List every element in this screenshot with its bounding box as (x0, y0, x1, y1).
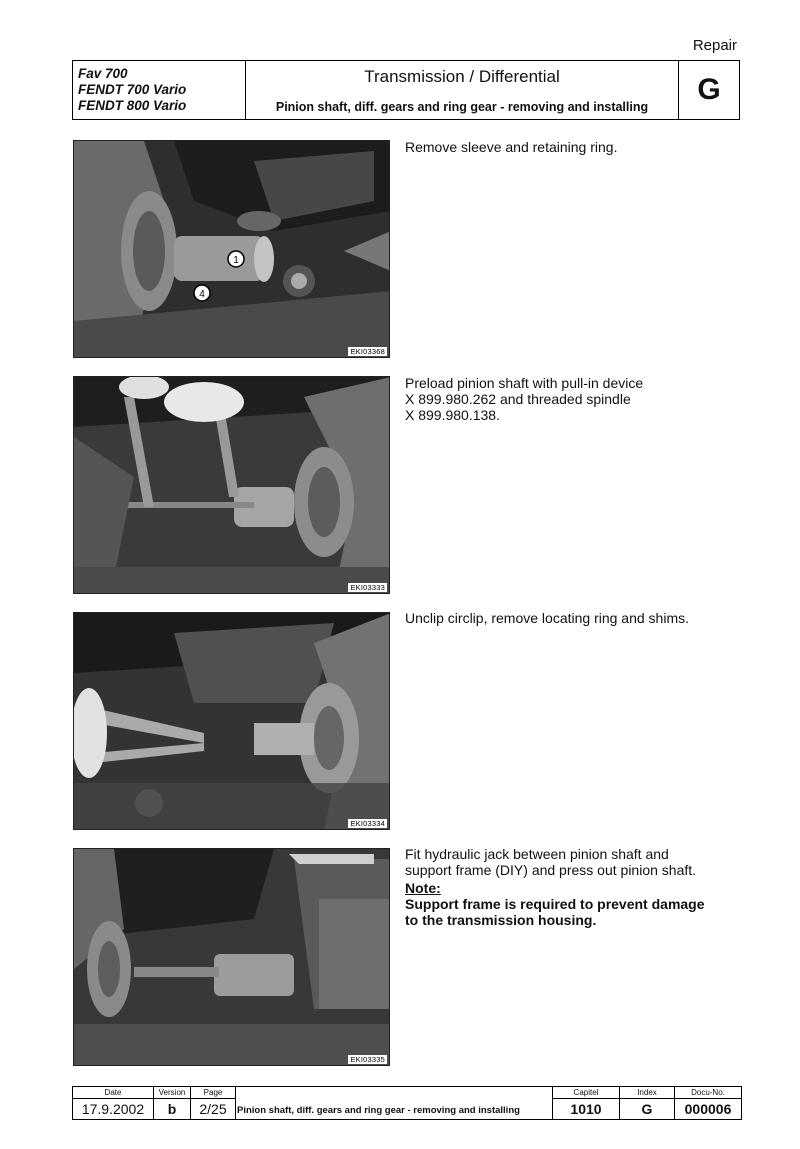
page-header (72, 60, 740, 120)
photo-illustration (74, 377, 390, 594)
docu-label: Docu-No. (675, 1087, 742, 1099)
version-value: b (154, 1099, 191, 1120)
image-code: EKI03368 (350, 347, 385, 356)
model-name: Fav 700 (78, 66, 128, 81)
step-photo-2 (73, 376, 390, 594)
docu-value: 000006 (675, 1099, 742, 1120)
image-code: EKI03334 (350, 819, 385, 828)
step-line: X 899.980.138. (405, 407, 500, 423)
step-photo-3 (73, 612, 390, 830)
index-value: G (620, 1099, 675, 1120)
step-text-3 (405, 610, 745, 626)
model-name: FENDT 800 Vario (78, 98, 187, 113)
date-label: Date (73, 1087, 154, 1099)
note-label: Note: (405, 880, 441, 896)
step-line: Preload pinion shaft with pull-in device (405, 375, 644, 391)
index-label: Index (620, 1087, 675, 1099)
step-line: support frame (DIY) and press out pinion shaft. (405, 862, 697, 878)
page-subtitle: Pinion shaft, diff. gears and ring gear - removing and installing (275, 100, 649, 114)
photo-illustration (74, 613, 390, 830)
step-line: Unclip circlip, remove locating ring and shims. (405, 610, 689, 626)
step-line: X 899.980.262 and threaded spindle (405, 391, 631, 407)
callout-label: 1 (233, 255, 239, 266)
page-value: 2/25 (191, 1099, 236, 1120)
step-line: Fit hydraulic jack between pinion shaft and (405, 846, 669, 862)
callout-label: 4 (199, 289, 205, 300)
step-text-2 (405, 375, 745, 423)
note-line: to the transmission housing. (405, 912, 597, 928)
date-value: 17.9.2002 (73, 1099, 154, 1120)
photo-illustration (74, 141, 390, 358)
step-text-1 (405, 139, 745, 155)
image-code: EKI03333 (350, 583, 385, 592)
model-name: FENDT 700 Vario (78, 82, 187, 97)
page-title: Transmission / Differential (364, 67, 560, 86)
page-footer (72, 1086, 742, 1120)
footer-description: Pinion shaft, diff. gears and ring gear - removing and installing (236, 1087, 553, 1120)
index-letter: G (697, 73, 721, 106)
step-line: Remove sleeve and retaining ring. (405, 139, 618, 155)
step-photo-1 (73, 140, 390, 358)
image-code: EKI03335 (350, 1055, 385, 1064)
step-text-4 (405, 846, 745, 928)
model-list (73, 61, 246, 119)
step-photo-4 (73, 848, 390, 1066)
photo-illustration (74, 849, 390, 1066)
section-label: Repair (692, 37, 737, 54)
capitel-label: Capitel (553, 1087, 620, 1099)
page-label: Page (191, 1087, 236, 1099)
version-label: Version (154, 1087, 191, 1099)
title-block (246, 61, 679, 119)
note-line: Support frame is required to prevent damage (405, 896, 705, 912)
capitel-value: 1010 (553, 1099, 620, 1120)
